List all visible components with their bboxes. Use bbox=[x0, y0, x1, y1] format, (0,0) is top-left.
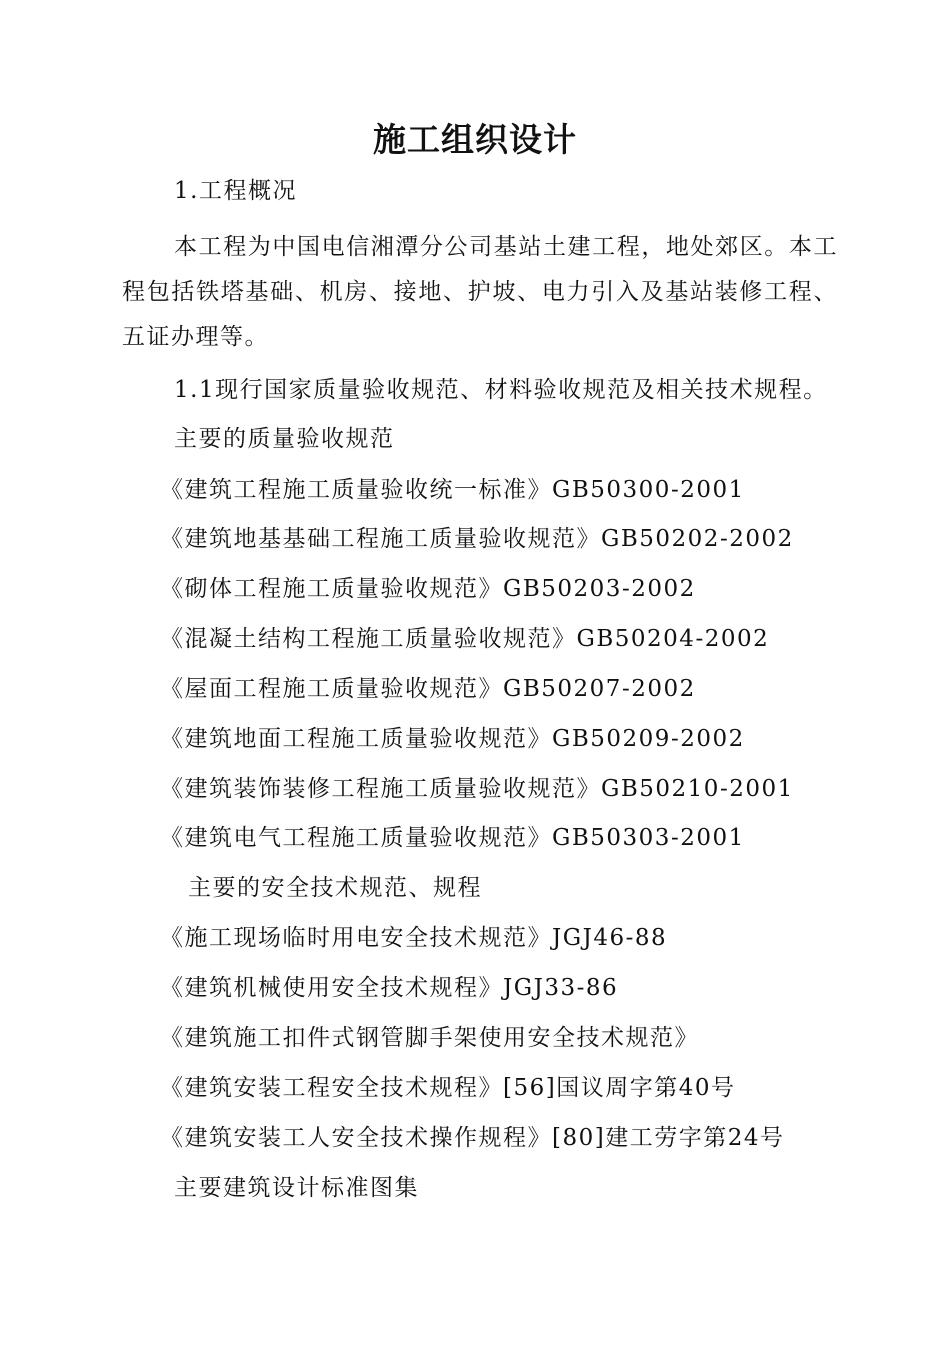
quality-standard-item: 《建筑电气工程施工质量验收规范》GB50303-2001 bbox=[160, 825, 745, 851]
quality-standard-item: 《建筑工程施工质量验收统一标准》GB50300-2001 bbox=[160, 477, 745, 503]
quality-standard-item: 《屋面工程施工质量验收规范》GB50207-2002 bbox=[160, 676, 696, 702]
design-standards-heading: 主要建筑设计标准图集 bbox=[174, 1175, 419, 1201]
intro-paragraph: 本工程为中国电信湘潭分公司基站土建工程，地处郊区。本工程包括铁塔基础、机房、接地、护坡、电力引入及基站装修工程、五证办理等。 bbox=[122, 234, 838, 350]
section-heading-1-1: 1.1现行国家质量验收规范、材料验收规范及相关技术规程。 bbox=[174, 377, 828, 403]
quality-standards-heading: 主要的质量验收规范 bbox=[174, 426, 395, 452]
quality-standard-item: 《建筑装饰装修工程施工质量验收规范》GB50210-2001 bbox=[160, 776, 794, 802]
section-heading-1: 1.工程概况 bbox=[174, 178, 297, 204]
quality-standard-item: 《建筑地面工程施工质量验收规范》GB50209-2002 bbox=[160, 726, 745, 752]
safety-standard-item: 《建筑安装工程安全技术规程》[56]国议周字第40号 bbox=[160, 1075, 736, 1101]
safety-standard-item: 《建筑安装工人安全技术操作规程》[80]建工劳字第24号 bbox=[160, 1125, 785, 1151]
safety-standard-item: 《建筑机械使用安全技术规程》JGJ33-86 bbox=[160, 975, 619, 1001]
safety-standard-item: 《建筑施工扣件式钢管脚手架使用安全技术规范》 bbox=[160, 1025, 699, 1051]
quality-standard-item: 《砌体工程施工质量验收规范》GB50203-2002 bbox=[160, 576, 696, 602]
safety-standard-item: 《施工现场临时用电安全技术规范》JGJ46-88 bbox=[160, 925, 668, 951]
document-title: 施工组织设计 bbox=[373, 120, 577, 159]
quality-standard-item: 《混凝土结构工程施工质量验收规范》GB50204-2002 bbox=[160, 626, 770, 652]
safety-standards-heading: 主要的安全技术规范、规程 bbox=[188, 875, 482, 901]
quality-standard-item: 《建筑地基基础工程施工质量验收规范》GB50202-2002 bbox=[160, 526, 794, 552]
